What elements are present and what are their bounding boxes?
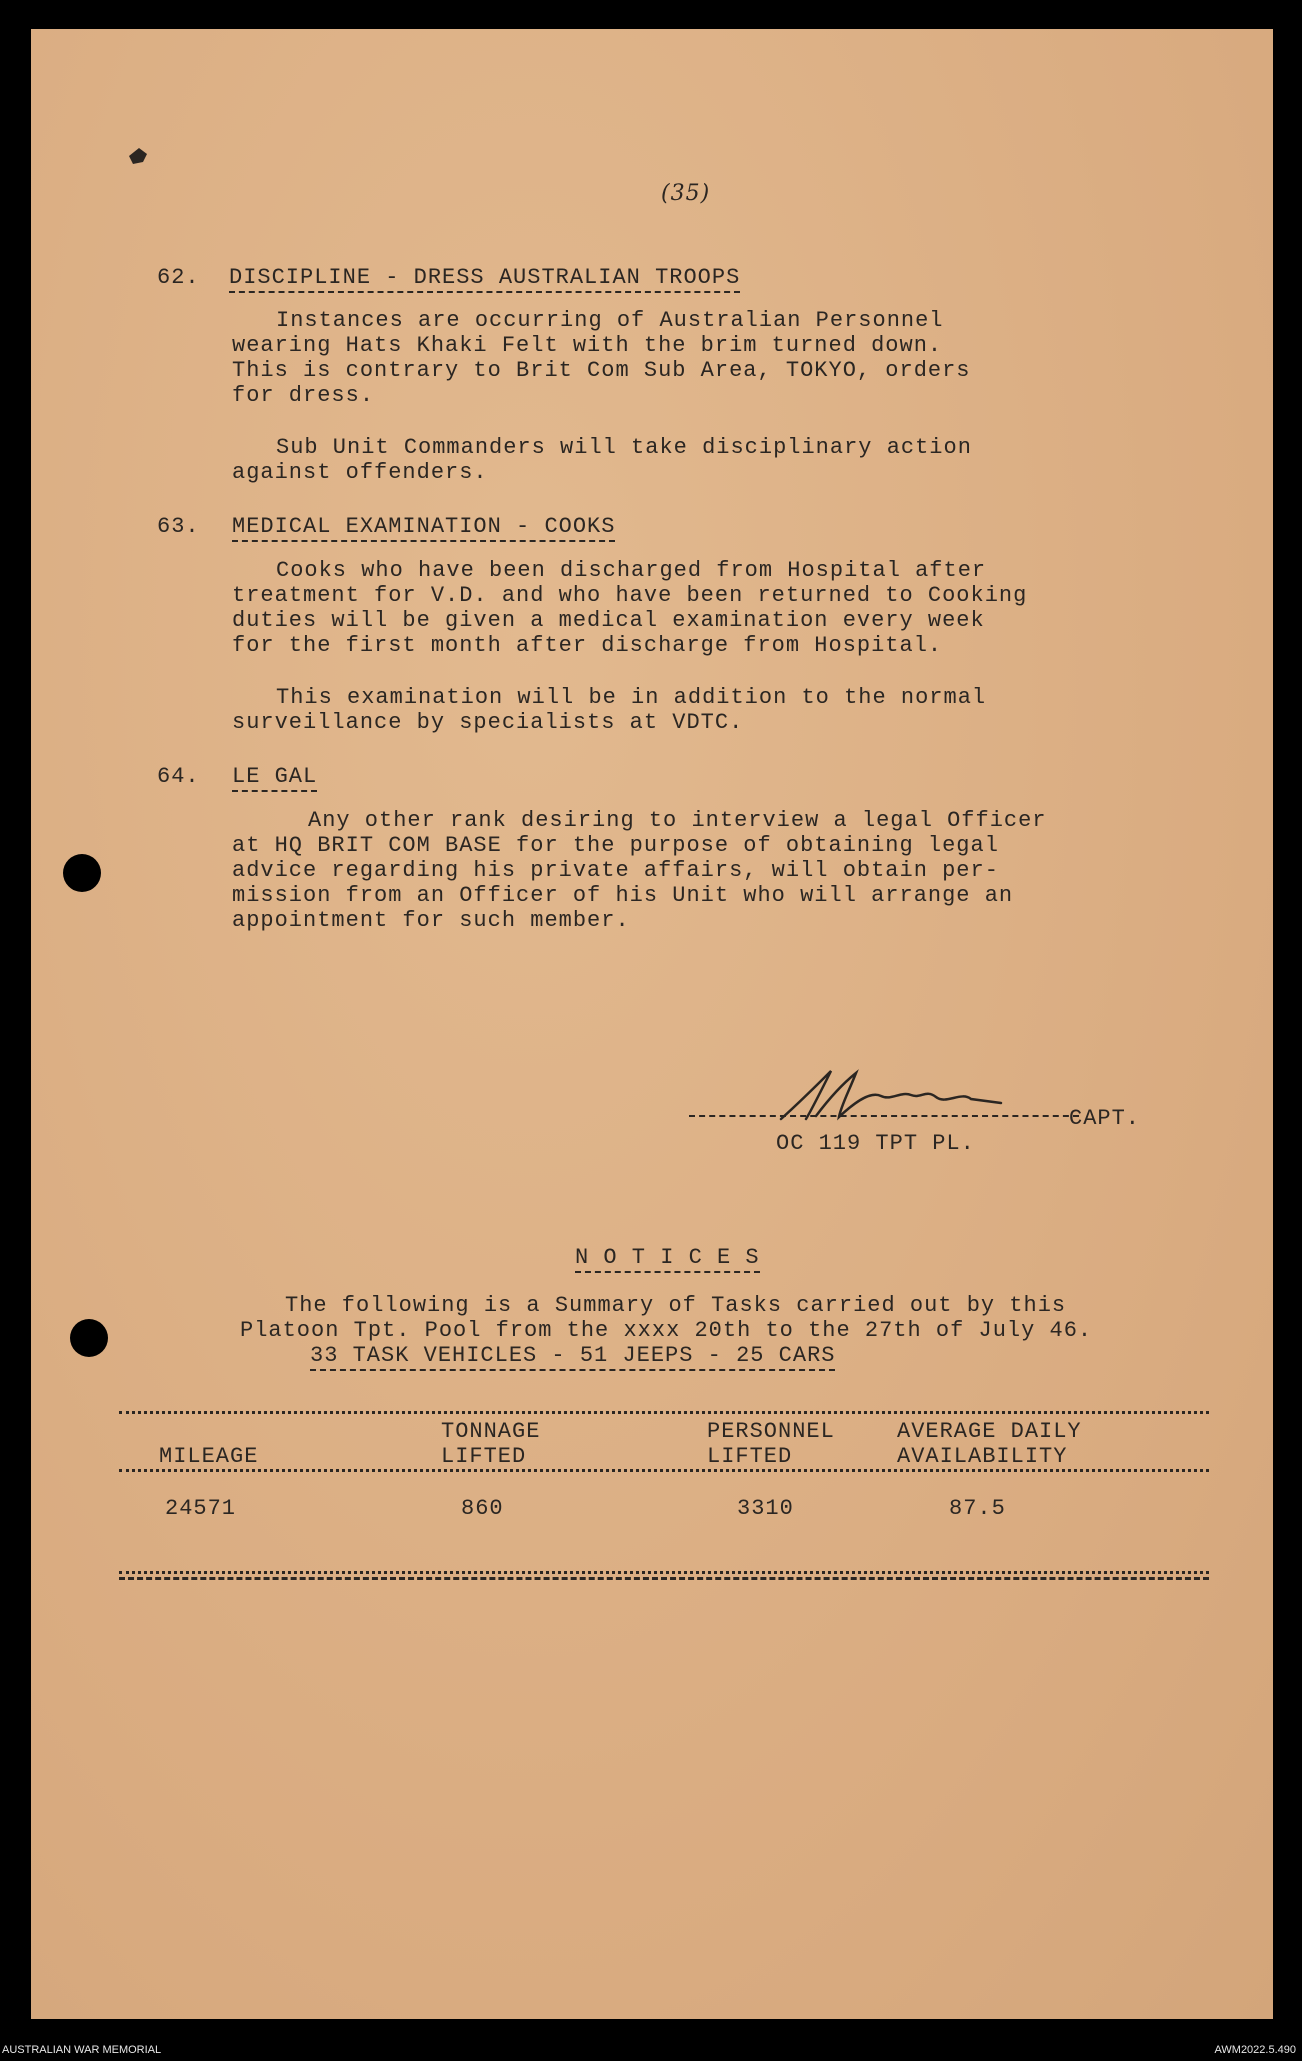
text-line: for the first month after discharge from Hospital. (232, 633, 943, 658)
notices-heading: N O T I C E S (575, 1245, 760, 1273)
table-value-personnel: 3310 (737, 1496, 794, 1521)
footer-left: AUSTRALIAN WAR MEMORIAL (2, 2044, 162, 2056)
table-header-mileage: MILEAGE (159, 1444, 259, 1469)
section-63-title: MEDICAL EXAMINATION - COOKS (232, 514, 615, 542)
section-64-title: LE GAL (232, 764, 317, 792)
section-62-title: DISCIPLINE - DRESS AUSTRALIAN TROOPS (229, 265, 740, 293)
table-bottom-rule-2 (119, 1577, 1209, 1580)
document-page (31, 29, 1273, 2019)
section-64-number: 64. (157, 764, 200, 789)
table-header-rule (119, 1469, 1209, 1472)
text-line: Instances are occurring of Australian Personnel (276, 308, 944, 333)
text-line: for dress. (232, 383, 375, 408)
footer-right: AWM2022.5.490 (1214, 2044, 1296, 2056)
signature-line (689, 1115, 1079, 1117)
table-header-tonnage: TONNAGE (441, 1419, 541, 1444)
text-line: Sub Unit Commanders will take disciplinary action (276, 435, 972, 460)
text-line: at HQ BRIT COM BASE for the purpose of obtaining legal (232, 833, 999, 858)
table-value-tonnage: 860 (461, 1496, 504, 1521)
table-value-mileage: 24571 (165, 1496, 237, 1521)
table-header-availability: AVAILABILITY (897, 1444, 1068, 1469)
ink-mark (125, 142, 155, 172)
table-header-average-daily: AVERAGE DAILY (897, 1419, 1082, 1444)
text-line: advice regarding his private affairs, will obtain per- (232, 858, 999, 883)
text-line: Cooks who have been discharged from Hospital after (276, 558, 987, 583)
notices-intro-line-2: Platoon Tpt. Pool from the xxxx 20th to the 27th of July 46. (240, 1318, 1093, 1343)
text-line: This is contrary to Brit Com Sub Area, TOKYO, orders (232, 358, 971, 383)
table-header-tonnage-lifted: LIFTED (441, 1444, 527, 1469)
table-header-personnel: PERSONNEL (707, 1419, 835, 1444)
text-line: This examination will be in addition to the normal (276, 685, 987, 710)
section-62-number: 62. (157, 265, 200, 290)
table-value-availability: 87.5 (949, 1496, 1006, 1521)
table-bottom-rule (119, 1571, 1209, 1574)
text-line: duties will be given a medical examination every week (232, 608, 985, 633)
text-line: treatment for V.D. and who have been returned to Cooking (232, 583, 1028, 608)
vehicles-summary: 33 TASK VEHICLES - 51 JEEPS - 25 CARS (310, 1343, 835, 1371)
punch-hole-top (63, 854, 101, 892)
section-63-number: 63. (157, 514, 200, 539)
text-line: mission from an Officer of his Unit who will arrange an (232, 883, 1014, 908)
text-line: wearing Hats Khaki Felt with the brim turned down. (232, 333, 943, 358)
punch-hole-bottom (70, 1319, 108, 1357)
signature-rank: CAPT. (1069, 1106, 1141, 1131)
text-line: against offenders. (232, 460, 488, 485)
page-number-annotation: (35) (661, 181, 711, 206)
text-line: Any other rank desiring to interview a legal Officer (308, 808, 1047, 833)
table-header-personnel-lifted: LIFTED (707, 1444, 793, 1469)
handwritten-signature (761, 1061, 1021, 1131)
table-top-rule (119, 1411, 1209, 1414)
signature-unit: OC 119 TPT PL. (776, 1131, 975, 1156)
text-line: appointment for such member. (232, 908, 630, 933)
notices-intro-line-1: The following is a Summary of Tasks carried out by this (285, 1293, 1067, 1318)
text-line: surveillance by specialists at VDTC. (232, 710, 744, 735)
